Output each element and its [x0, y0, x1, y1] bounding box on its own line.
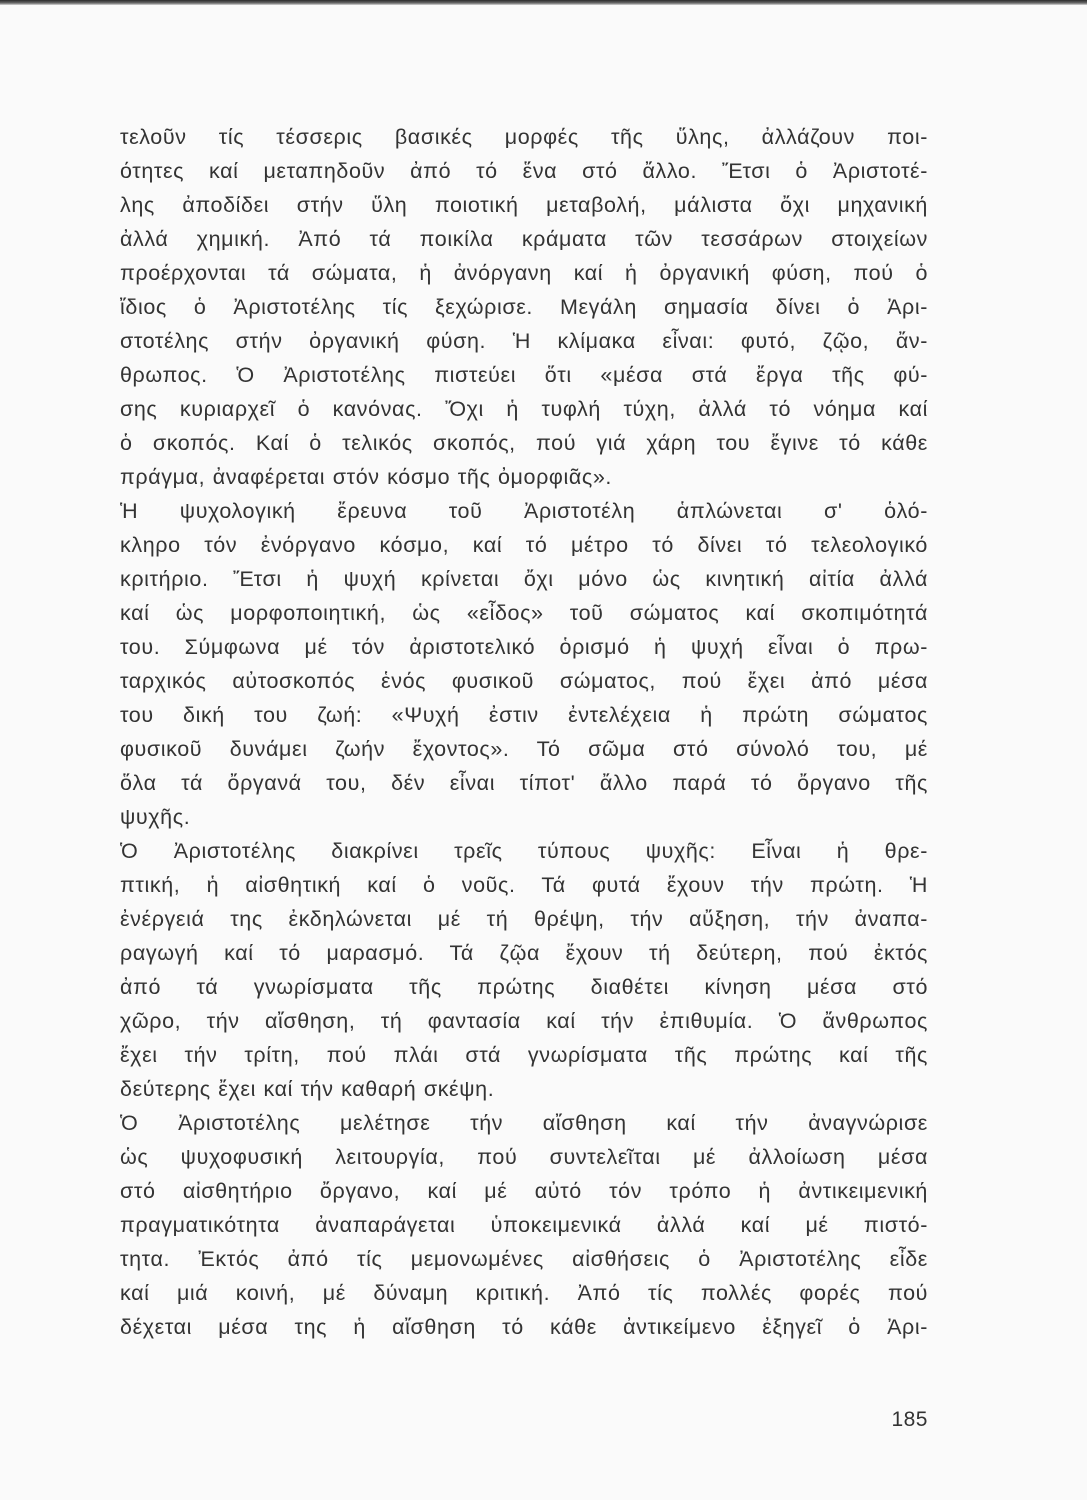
- text-line: Ὁ Ἀριστοτέλης διακρίνει τρεῖς τύπους ψυχῆς: Εἶναι ἡ θρε-: [120, 839, 928, 863]
- text-line: στοτέλης στήν ὀργανική φύση. Ἡ κλίμακα εἶναι: φυτό, ζῷο, ἄν-: [120, 329, 928, 353]
- text-line: του δική του ζωή: «Ψυχή ἐστιν ἐντελέχεια ἡ πρώτη σώματος: [120, 703, 928, 727]
- page-body-text: [120, 120, 928, 1344]
- text-line: δεύτερης ἔχει καί τήν καθαρή σκέψη.: [120, 1077, 495, 1101]
- text-line: σης κυριαρχεῖ ὁ κανόνας. Ὄχι ἡ τυφλή τύχη, ἀλλά τό νόημα καί: [120, 397, 928, 421]
- text-line: χῶρο, τήν αἴσθηση, τή φαντασία καί τήν ἐπιθυμία. Ὁ ἄνθρωπος: [120, 1009, 928, 1033]
- text-line: προέρχονται τά σώματα, ἡ ἀνόργανη καί ἡ ὀργανική φύση, πού ὁ: [120, 261, 928, 285]
- text-line: ἔχει τήν τρίτη, πού πλάι στά γνωρίσματα τῆς πρώτης καί τῆς: [120, 1043, 928, 1067]
- text-line: ἐνέργειά της ἐκδηλώνεται μέ τή θρέψη, τήν αὔξηση, τήν ἀναπα-: [120, 907, 928, 931]
- text-line: ἴδιος ὁ Ἀριστοτέλης τίς ξεχώρισε. Μεγάλη σημασία δίνει ὁ Ἀρι-: [120, 295, 928, 319]
- page-number: 185: [891, 1408, 928, 1431]
- text-line: κριτήριο. Ἔτσι ἡ ψυχή κρίνεται ὄχι μόνο ὡς κινητική αἰτία ἀλλά: [120, 567, 928, 591]
- text-line: τητα. Ἐκτός ἀπό τίς μεμονωμένες αἰσθήσεις ὁ Ἀριστοτέλης εἶδε: [120, 1247, 928, 1271]
- text-line: πραγματικότητα ἀναπαράγεται ὑποκειμενικά ἀλλά καί μέ πιστό-: [120, 1213, 928, 1237]
- text-line: κληρο τόν ἐνόργανο κόσμο, καί τό μέτρο τό δίνει τό τελεολογικό: [120, 533, 928, 557]
- text-line: δέχεται μέσα της ἡ αἴσθηση τό κάθε ἀντικείμενο ἐξηγεῖ ὁ Ἀρι-: [120, 1315, 928, 1339]
- text-line: φυσικοῦ δυνάμει ζωήν ἔχοντος». Τό σῶμα στό σύνολό του, μέ: [120, 737, 928, 761]
- text-line: Ὁ Ἀριστοτέλης μελέτησε τήν αἴσθηση καί τήν ἀναγνώρισε: [120, 1111, 928, 1135]
- text-line: ὁ σκοπός. Καί ὁ τελικός σκοπός, πού γιά χάρη του ἔγινε τό κάθε: [120, 431, 928, 455]
- text-line: στό αἰσθητήριο ὄργανο, καί μέ αὐτό τόν τρόπο ἡ ἀντικειμενική: [120, 1179, 928, 1203]
- text-line: ταρχικός αὐτοσκοπός ἑνός φυσικοῦ σώματος, πού ἔχει ἀπό μέσα: [120, 669, 928, 693]
- text-line: ραγωγή καί τό μαρασμό. Τά ζῷα ἔχουν τή δεύτερη, πού ἐκτός: [120, 941, 928, 965]
- page-top-edge: [0, 0, 1087, 5]
- text-line: πτική, ἡ αἰσθητική καί ὁ νοῦς. Τά φυτά ἔχουν τήν πρώτη. Ἡ: [120, 873, 928, 897]
- text-line: θρωπος. Ὁ Ἀριστοτέλης πιστεύει ὅτι «μέσα στά ἔργα τῆς φύ-: [120, 363, 928, 387]
- text-line: ὅλα τά ὄργανά του, δέν εἶναι τίποτ' ἄλλο παρά τό ὄργανο τῆς: [120, 771, 928, 795]
- text-line: ψυχῆς.: [120, 805, 191, 829]
- text-line: Ἡ ψυχολογική ἔρευνα τοῦ Ἀριστοτέλη ἁπλώνεται σ' ὁλό-: [120, 499, 928, 523]
- text-line: καί ὡς μορφοποιητική, ὡς «εἶδος» τοῦ σώματος καί σκοπιμότητά: [120, 601, 928, 625]
- text-line: λης ἀποδίδει στήν ὕλη ποιοτική μεταβολή, μάλιστα ὄχι μηχανική: [120, 193, 928, 217]
- text-line: πράγμα, ἀναφέρεται στόν κόσμο τῆς ὀμορφιᾶς».: [120, 465, 612, 489]
- text-line: ἀλλά χημική. Ἀπό τά ποικίλα κράματα τῶν τεσσάρων στοιχείων: [120, 227, 928, 251]
- text-line: ότητες καί μεταπηδοῦν ἀπό τό ἕνα στό ἄλλο. Ἔτσι ὁ Ἀριστοτέ-: [120, 159, 928, 183]
- text-line: τελοῦν τίς τέσσερις βασικές μορφές τῆς ὕλης, ἀλλάζουν ποι-: [120, 125, 928, 149]
- text-line: καί μιά κοινή, μέ δύναμη κριτική. Ἀπό τίς πολλές φορές πού: [120, 1281, 928, 1305]
- text-line: ἀπό τά γνωρίσματα τῆς πρώτης διαθέτει κίνηση μέσα στό: [120, 975, 928, 999]
- text-line: ὡς ψυχοφυσική λειτουργία, πού συντελεῖται μέ ἀλλοίωση μέσα: [120, 1145, 928, 1169]
- text-line: του. Σύμφωνα μέ τόν ἀριστοτελικό ὁρισμό ἡ ψυχή εἶναι ὁ πρω-: [120, 635, 928, 659]
